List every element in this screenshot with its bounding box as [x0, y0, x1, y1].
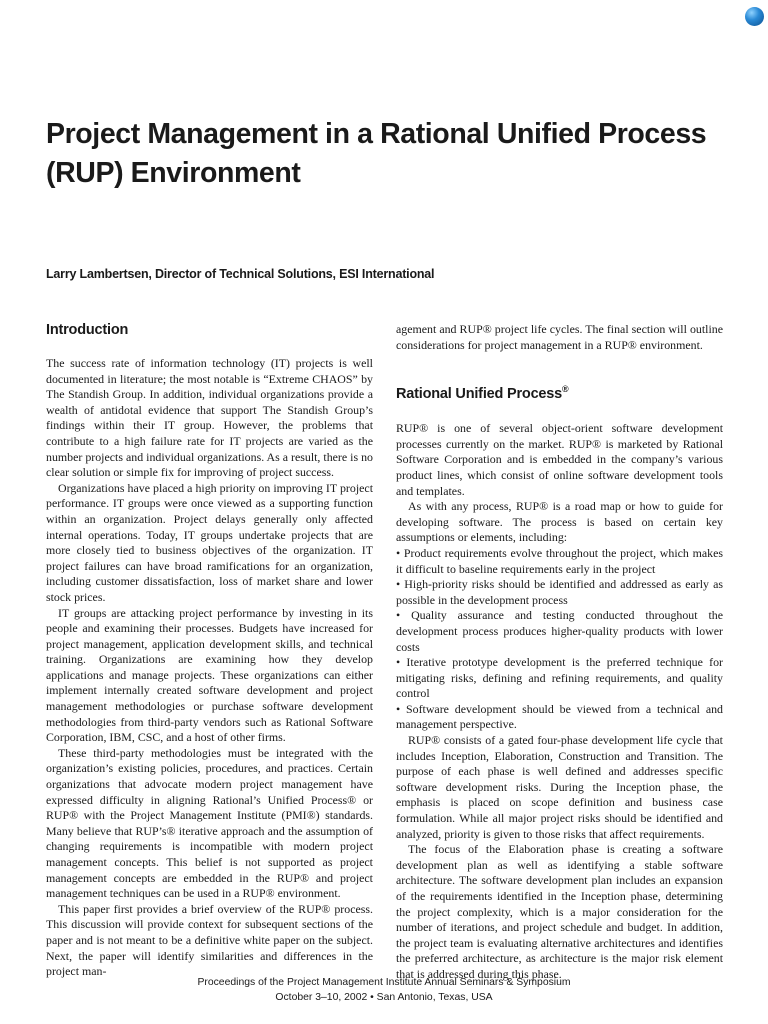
section-heading-introduction: Introduction [46, 322, 129, 338]
bullet-item: • Product requirements evolve throughout the project, which makes it difficult to baseline requirements early in the project [396, 545, 723, 576]
bullet-item: • High-priority risks should be identified and addressed as early as possible in the development process [396, 577, 723, 607]
paragraph-continuation: agement and RUP® project life cycles. The final section will outline considerations for project management in a RUP® environment. [396, 322, 723, 352]
registered-mark: ® [562, 384, 569, 395]
bullet-item: • Iterative prototype development is the preferred technique for mitigating risks, defining and refining requirements, and quality control [396, 655, 723, 701]
author-line: Larry Lambertsen, Director of Technical Solutions, ESI International [46, 267, 435, 281]
right-column [396, 322, 723, 983]
footer-date-location: October 3–10, 2002 • San Antonio, Texas, USA [275, 992, 493, 1003]
footer-proceedings: Proceedings of the Project Management Institute Annual Seminars & Symposium [197, 977, 571, 988]
paragraph: This paper first provides a brief overview of the RUP® process. This discussion will provide context for subsequent sections of the paper and is not meant to be a definitive white paper on the subject. Next, the paper will identify similarities and differences in the project man- [46, 901, 373, 979]
page-title: Project Management in a Rational Unified Process (RUP) Environment [46, 118, 707, 189]
bullet-item: • Software development should be viewed from a technical and management perspective. [396, 701, 723, 732]
paragraph: RUP® is one of several object-orient software development processes currently on the market. RUP® is marketed by Rational Software Corporation and is embedded in the company’s various product lines, which consist of online software development tools and templates. [396, 421, 723, 498]
paragraph: The success rate of information technology (IT) projects is well documented in literature; the most notable is “Extreme CHAOS” by The Standish Group. In addition, individual organizations provide a wealth of antidotal evidence that support The Standish Group’s findings within their IT group. However, the problems that contribute to a high failure rate for IT projects are varied as the number projects and individual organizations. As a result, there is no clear solution or simple fix for improving of project success. [46, 356, 373, 480]
paragraph: Organizations have placed a high priority on improving IT project performance. IT groups were once viewed as a supporting function within an organization. Project delays generally only affected internal operations. Today, IT groups undertake projects that are more closely tied to business objectives of the organization. IT project failures can have broad ramifications for an organization, including customer dissatisfaction, loss of market share and lower stock prices. [46, 480, 373, 604]
paragraph: IT groups are attacking project performance by investing in its people and examining their processes. Budgets have increased for project management, application development skills, and technical training. Organizations are examining how they develop applications and manage projects. These organizations can either implement internally created software development and project management methodologies or purchase software development methodologies from third-party vendors such as Rational Software Corporation, IBM, CSC, and a host of other firms. [46, 605, 373, 745]
paragraph: The focus of the Elaboration phase is creating a software development plan as well as identifying a stable software architecture. The software development plan includes an expansion of the requirements identified in the Inception phase, determining the project complexity, which is a major consideration for the number of iterations, and project schedule and budget. In addition, the project team is evaluating alternative architectures and identifies the preferred architecture, as architecture is the major risk element that is addressed during this phase. [396, 842, 723, 981]
paragraph: RUP® consists of a gated four-phase development life cycle that includes Inception, Elaboration, Construction and Transition. The purpose of each phase is well defined and addresses specific software development risks. During the Inception phase, the emphasis is placed on scope definition and business case formulation. While all major project risks should be identified and analyzed, priority is given to those risks that affect requirements. [396, 733, 723, 841]
blue-sphere-icon [745, 7, 764, 26]
paragraph: As with any process, RUP® is a road map or how to guide for developing software. The process is based on certain key assumptions or elements, including: [396, 499, 723, 545]
section-heading-rup [396, 384, 723, 404]
bullet-item: • Quality assurance and testing conducted throughout the development process produces higher-quality products with lower costs [396, 608, 723, 654]
left-column [46, 320, 373, 980]
paragraph: These third-party methodologies must be integrated with the organization’s existing policies, procedures, and practices. Certain organizations that advocate modern project management have expressed difficulty in aligning Rational’s Unified Process® or RUP® with the Project Management Institute (PMI®) standards. Many believe that RUP’s® iterative approach and the assumption of changing requirements is incompatible with modern project management concepts. This belief is not supported as project management concepts are embedded in the RUP® and project management techniques can be used in a RUP® environment. [46, 745, 373, 901]
section-heading-rup-text: Rational Unified Process [396, 386, 563, 403]
